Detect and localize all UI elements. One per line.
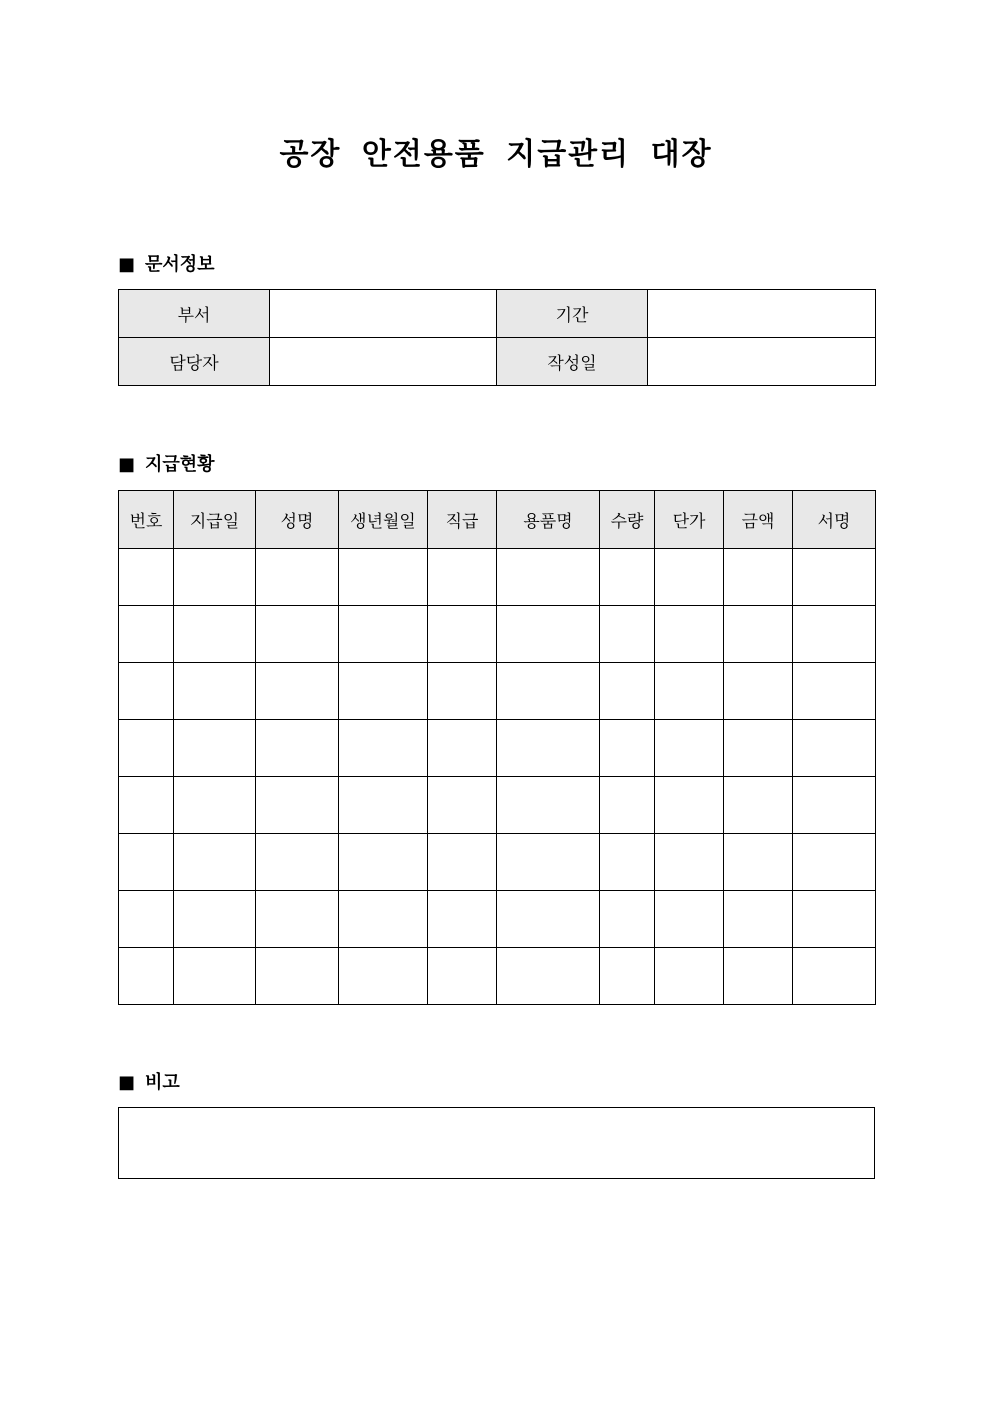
signature-cell[interactable] [793,948,876,1005]
signature-cell[interactable] [793,720,876,777]
quantity-cell[interactable] [600,606,655,663]
doc-info-row [119,338,876,386]
written-date-label: 작성일 [497,338,648,386]
amount-cell[interactable] [724,777,793,834]
written-date-field[interactable] [648,338,876,386]
table-row [119,549,876,606]
amount-cell[interactable] [724,834,793,891]
item-name-cell[interactable] [497,948,600,1005]
issuance-table-body [119,549,876,1005]
signature-cell[interactable] [793,663,876,720]
remarks-heading-text: 비고 [145,1072,180,1093]
issuance-heading [118,453,215,477]
department-field[interactable] [270,290,497,338]
amount-cell[interactable] [724,948,793,1005]
item-name-cell[interactable] [497,720,600,777]
doc-info-heading-text: 문서정보 [145,254,215,275]
position-cell[interactable] [428,720,497,777]
table-row [119,948,876,1005]
section-marker-icon: ■ [118,1072,136,1093]
amount-cell[interactable] [724,720,793,777]
birth-date-cell[interactable] [339,663,428,720]
birth-date-cell[interactable] [339,777,428,834]
department-label: 부서 [119,290,270,338]
unit-price-cell[interactable] [655,834,724,891]
unit-price-cell[interactable] [655,720,724,777]
quantity-cell[interactable] [600,834,655,891]
issuance-heading-text: 지급현황 [145,454,215,475]
col-header-number: 번호 [119,491,174,549]
item-name-cell[interactable] [497,549,600,606]
item-name-cell[interactable] [497,663,600,720]
table-row [119,663,876,720]
signature-cell[interactable] [793,777,876,834]
section-marker-icon: ■ [118,454,136,475]
issuance-table [118,490,876,1005]
item-name-cell[interactable] [497,777,600,834]
col-header-signature: 서명 [793,491,876,549]
number-cell[interactable] [119,891,174,948]
item-name-cell[interactable] [497,834,600,891]
birth-date-cell[interactable] [339,549,428,606]
issue-date-cell[interactable] [174,549,256,606]
amount-cell[interactable] [724,549,793,606]
table-row [119,891,876,948]
position-cell[interactable] [428,948,497,1005]
name-cell[interactable] [256,606,339,663]
position-cell[interactable] [428,663,497,720]
quantity-cell[interactable] [600,891,655,948]
position-cell[interactable] [428,549,497,606]
name-cell[interactable] [256,891,339,948]
name-cell[interactable] [256,663,339,720]
signature-cell[interactable] [793,549,876,606]
quantity-cell[interactable] [600,777,655,834]
item-name-cell[interactable] [497,891,600,948]
issue-date-cell[interactable] [174,948,256,1005]
amount-cell[interactable] [724,663,793,720]
col-header-birth-date: 생년월일 [339,491,428,549]
remarks-heading [118,1071,180,1095]
position-cell[interactable] [428,834,497,891]
col-header-unit-price: 단가 [655,491,724,549]
doc-info-row [119,290,876,338]
number-cell[interactable] [119,720,174,777]
signature-cell[interactable] [793,891,876,948]
name-cell[interactable] [256,720,339,777]
item-name-cell[interactable] [497,606,600,663]
position-cell[interactable] [428,606,497,663]
table-row [119,834,876,891]
position-cell[interactable] [428,891,497,948]
position-cell[interactable] [428,777,497,834]
remarks-field[interactable] [118,1107,875,1179]
period-field[interactable] [648,290,876,338]
issue-date-cell[interactable] [174,663,256,720]
amount-cell[interactable] [724,606,793,663]
quantity-cell[interactable] [600,549,655,606]
number-cell[interactable] [119,663,174,720]
period-label: 기간 [497,290,648,338]
number-cell[interactable] [119,777,174,834]
birth-date-cell[interactable] [339,891,428,948]
doc-info-heading [118,253,215,277]
table-row [119,777,876,834]
table-row [119,606,876,663]
quantity-cell[interactable] [600,720,655,777]
number-cell[interactable] [119,834,174,891]
name-cell[interactable] [256,834,339,891]
page-title: 공장 안전용품 지급관리 대장 [279,137,713,172]
issue-date-cell[interactable] [174,777,256,834]
birth-date-cell[interactable] [339,720,428,777]
unit-price-cell[interactable] [655,948,724,1005]
unit-price-cell[interactable] [655,777,724,834]
birth-date-cell[interactable] [339,606,428,663]
quantity-cell[interactable] [600,663,655,720]
number-cell[interactable] [119,606,174,663]
number-cell[interactable] [119,549,174,606]
col-header-quantity: 수량 [600,491,655,549]
col-header-amount: 금액 [724,491,793,549]
name-cell[interactable] [256,549,339,606]
issue-date-cell[interactable] [174,720,256,777]
amount-cell[interactable] [724,891,793,948]
signature-cell[interactable] [793,606,876,663]
col-header-name: 성명 [256,491,339,549]
issuance-header-row [119,491,876,549]
manager-label: 담당자 [119,338,270,386]
quantity-cell[interactable] [600,948,655,1005]
unit-price-cell[interactable] [655,606,724,663]
col-header-issue-date: 지급일 [174,491,256,549]
birth-date-cell[interactable] [339,834,428,891]
issue-date-cell[interactable] [174,891,256,948]
table-row [119,720,876,777]
signature-cell[interactable] [793,834,876,891]
issue-date-cell[interactable] [174,834,256,891]
section-marker-icon: ■ [118,254,136,275]
unit-price-cell[interactable] [655,549,724,606]
birth-date-cell[interactable] [339,948,428,1005]
name-cell[interactable] [256,777,339,834]
unit-price-cell[interactable] [655,663,724,720]
manager-field[interactable] [270,338,497,386]
issue-date-cell[interactable] [174,606,256,663]
name-cell[interactable] [256,948,339,1005]
unit-price-cell[interactable] [655,891,724,948]
col-header-item-name: 용품명 [497,491,600,549]
col-header-position: 직급 [428,491,497,549]
number-cell[interactable] [119,948,174,1005]
doc-info-table [118,289,876,386]
